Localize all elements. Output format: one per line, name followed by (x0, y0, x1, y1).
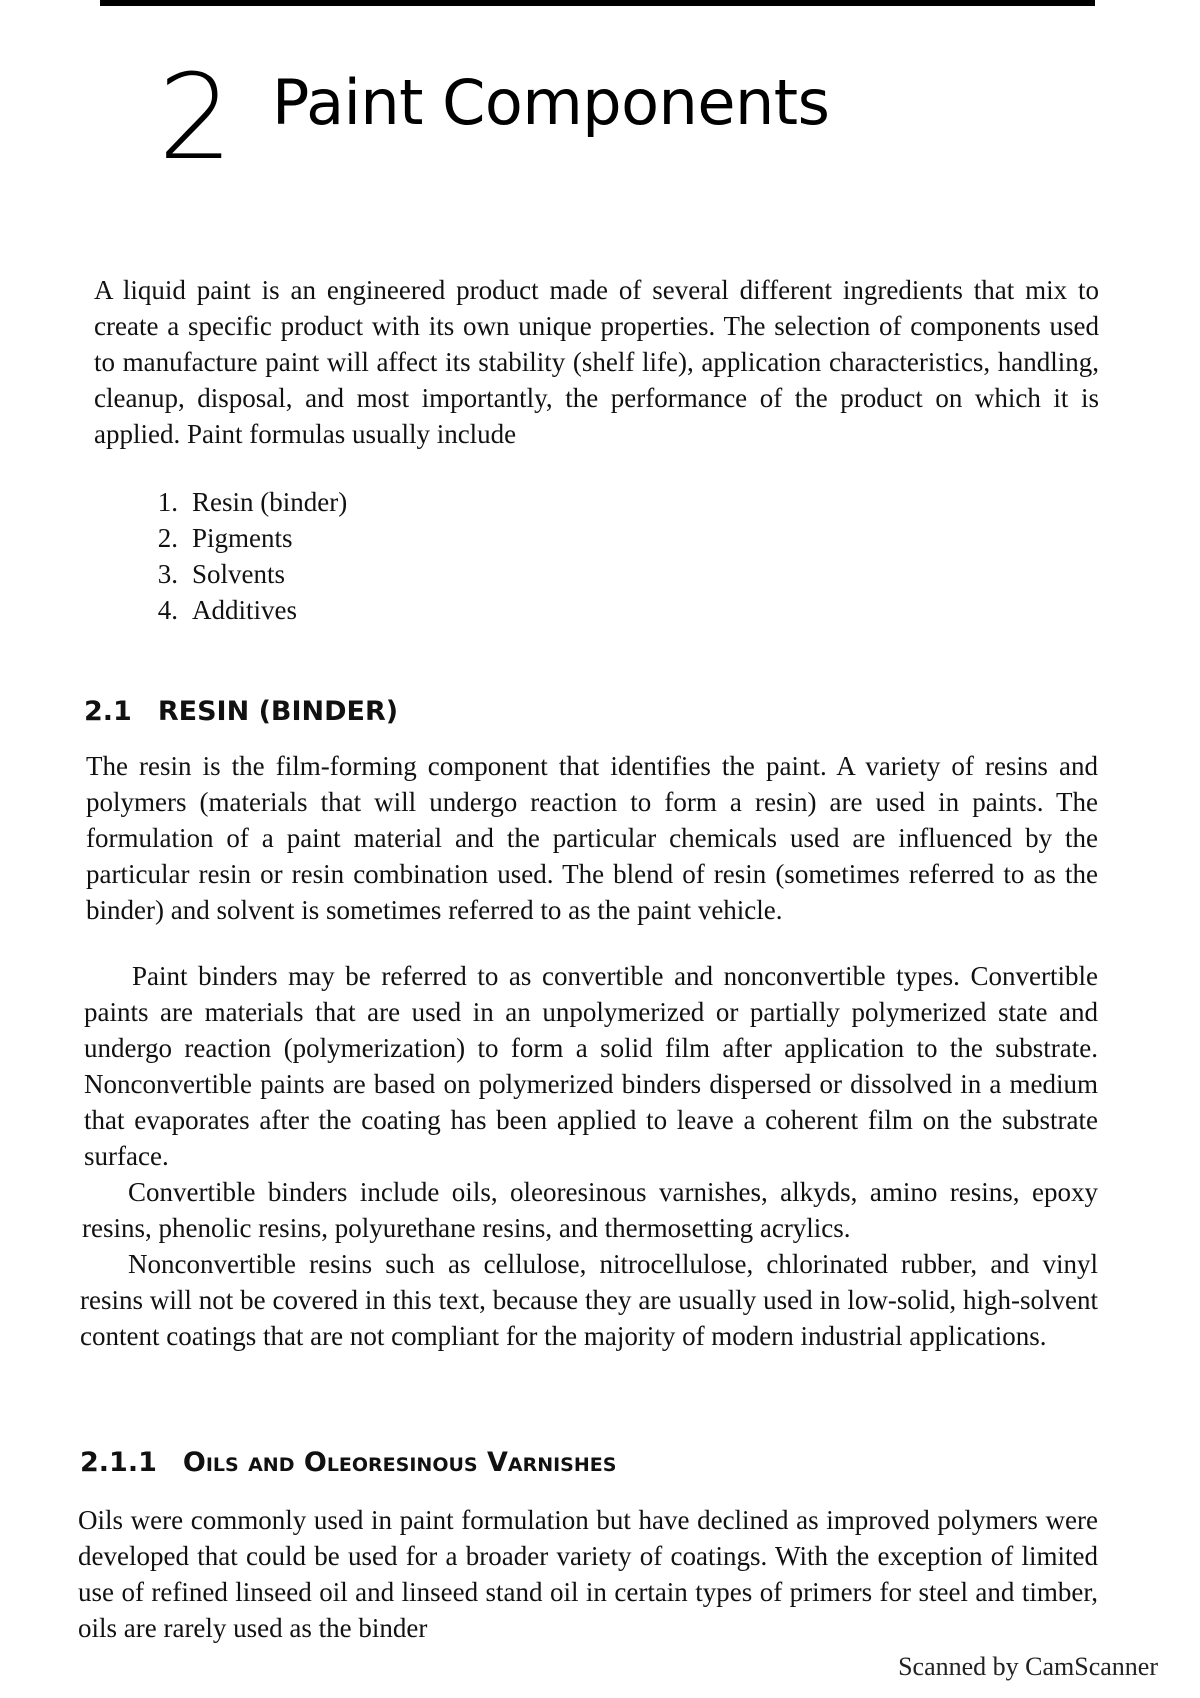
section-heading-2-1-1 (80, 1445, 616, 1481)
scanner-watermark: Scanned by CamScanner (898, 1652, 1158, 1681)
list-item-number: 1. (157, 487, 178, 517)
list-item (128, 520, 347, 556)
list-item-label: Pigments (192, 523, 293, 553)
list-item-number: 3. (157, 559, 178, 589)
chapter-title: Paint Components (272, 66, 830, 139)
resin-paragraph-4: Nonconvertible resins such as cellulose, nitrocellulose, chlorinated rubber, and vinyl resins will not be covered in this text, because they are usually used in low-solid, high-solvent content coatings that are not compliant for the majority of modern industrial applications. (80, 1249, 1098, 1351)
list-item (128, 556, 347, 592)
list-item-label: Additives (192, 595, 297, 625)
list-item-label: Solvents (192, 559, 286, 589)
top-rule (100, 0, 1095, 6)
list-item-label: Resin (binder) (192, 487, 348, 517)
list-item (128, 484, 347, 520)
subsection-number: 2.1.1 (80, 1447, 157, 1478)
section-title: RESIN (BINDER) (157, 696, 399, 727)
resin-paragraph-3: Convertible binders include oils, oleoresinous varnishes, alkyds, amino resins, epoxy resins, phenolic resins, polyurethane resins, and thermosetting acrylics. (82, 1177, 1098, 1243)
oils-paragraph: Oils were commonly used in paint formulation but have declined as improved polymers were developed that could be used for a broader variety of coatings. With the exception of limited use of refined linseed oil and linseed stand oil in certain types of primers for steel and timber, oils are rarely used as the binder (78, 1505, 1098, 1643)
resin-paragraph-2: Paint binders may be referred to as convertible and nonconvertible types. Convertible paints are materials that are used in an unpolymerized or partially polymerized state and undergo reaction (polymerization) to form a solid film after application to the substrate. Nonconvertible paints are based on polymerized binders dispersed or dissolved in a medium that evaporates after the coating has been applied to leave a coherent film on the substrate surface. (84, 961, 1098, 1171)
section-number: 2.1 (84, 696, 132, 727)
section-heading-2-1 (84, 694, 398, 730)
intro-paragraph: A liquid paint is an engineered product made of several different ingredients that mix to create a specific product with its own unique properties. The selection of components used to manufacture paint will affect its stability (shelf life), application characteristics, handling, cleanup, disposal, and most importantly, the performance of the product on which it is applied. Paint formulas usually include (94, 275, 1099, 449)
list-item-number: 2. (157, 523, 178, 553)
list-item-number: 4. (157, 595, 178, 625)
subsection-title: Oils and Oleoresinous Varnishes (182, 1447, 617, 1478)
resin-paragraph-1: The resin is the film-forming component that identifies the paint. A variety of resins and polymers (materials that will undergo reaction to form a resin) are used in paints. The formulation of a paint material and the particular chemicals used are influenced by the particular resin or resin combination used. The blend of resin (sometimes referred to as the binder) and solvent is sometimes referred to as the paint vehicle. (86, 751, 1098, 925)
list-item (128, 592, 347, 628)
component-list (128, 484, 347, 628)
chapter-number: 2 (158, 48, 234, 186)
